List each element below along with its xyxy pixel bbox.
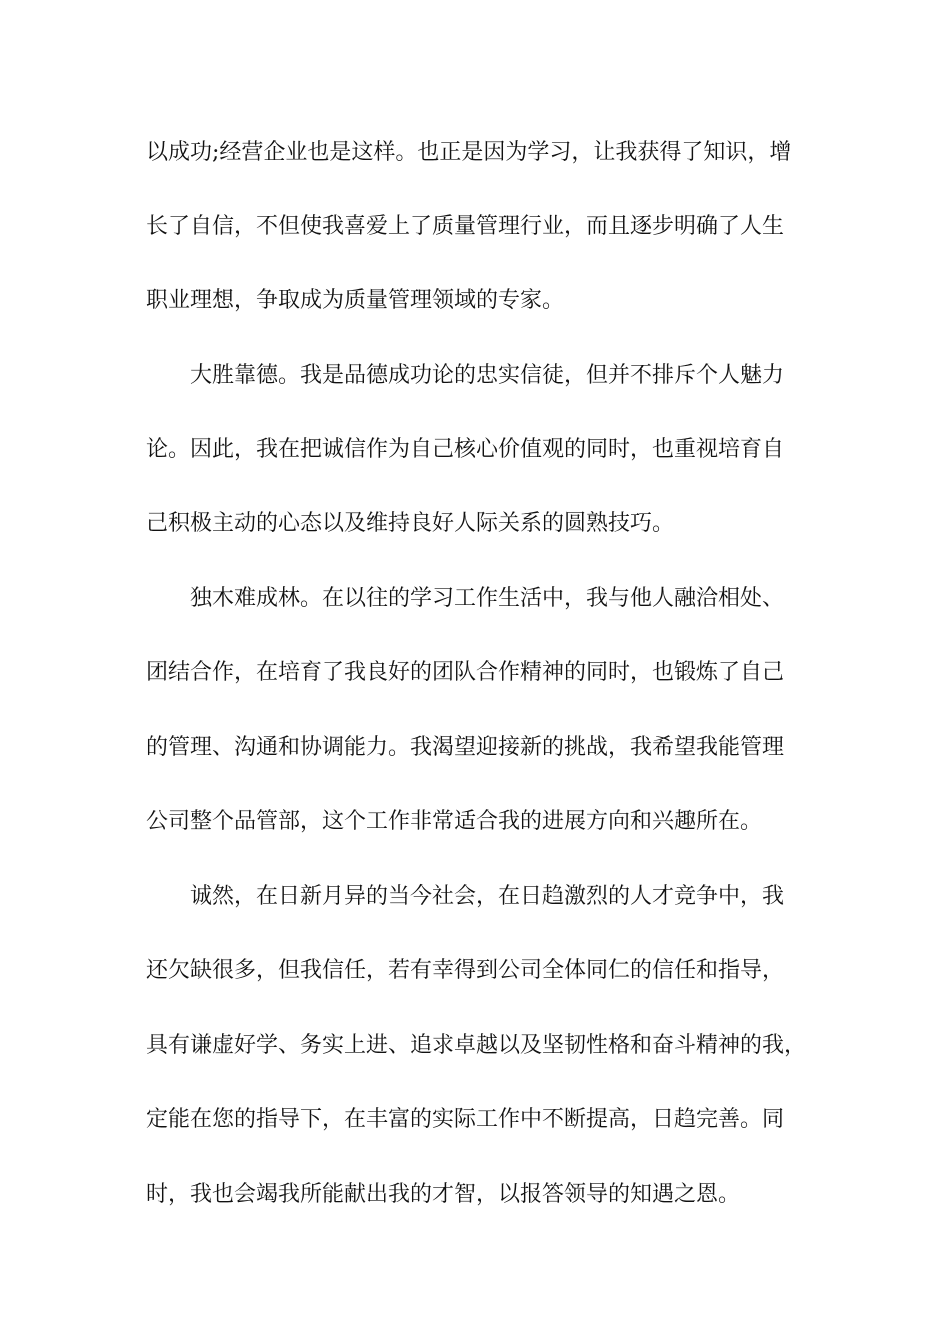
text-line: 论。因此，我在把诚信作为自己核心价值观的同时，也重视培育自 xyxy=(146,437,785,462)
text-line: 公司整个品管部，这个工作非常适合我的进展方向和兴趣所在。 xyxy=(146,809,763,834)
text-line: 团结合作，在培育了我良好的团队合作精神的同时，也锻炼了自己 xyxy=(146,660,785,685)
text-line: 具有谦虚好学、务实上进、追求卓越以及坚韧性格和奋斗精神的我， xyxy=(146,1033,807,1058)
text-line: 的管理、沟通和协调能力。我渴望迎接新的挑战，我希望我能管理 xyxy=(146,735,785,760)
text-line: 定能在您的指导下，在丰富的实际工作中不断提高，日趋完善。同 xyxy=(146,1107,785,1132)
text-line: 以成功;经营企业也是这样。也正是因为学习，让我获得了知识，增 xyxy=(146,140,792,165)
text-line: 己积极主动的心态以及维持良好人际关系的圆熟技巧。 xyxy=(146,511,675,536)
paragraph-first-line: 诚然，在日新月异的当今社会，在日趋激烈的人才竞争中，我 xyxy=(190,884,785,909)
text-line: 长了自信，不但使我喜爱上了质量管理行业，而且逐步明确了人生 xyxy=(146,214,785,239)
text-line: 时，我也会竭我所能献出我的才智，以报答领导的知遇之恩。 xyxy=(146,1182,741,1207)
text-line: 还欠缺很多，但我信任，若有幸得到公司全体同仁的信任和指导， xyxy=(146,958,785,983)
paragraph-first-line: 大胜靠德。我是品德成功论的忠实信徒，但并不排斥个人魅力 xyxy=(190,363,785,388)
paragraph-first-line: 独木难成林。在以往的学习工作生活中，我与他人融洽相处、 xyxy=(190,586,785,611)
text-line: 职业理想，争取成为质量管理领域的专家。 xyxy=(146,288,565,313)
